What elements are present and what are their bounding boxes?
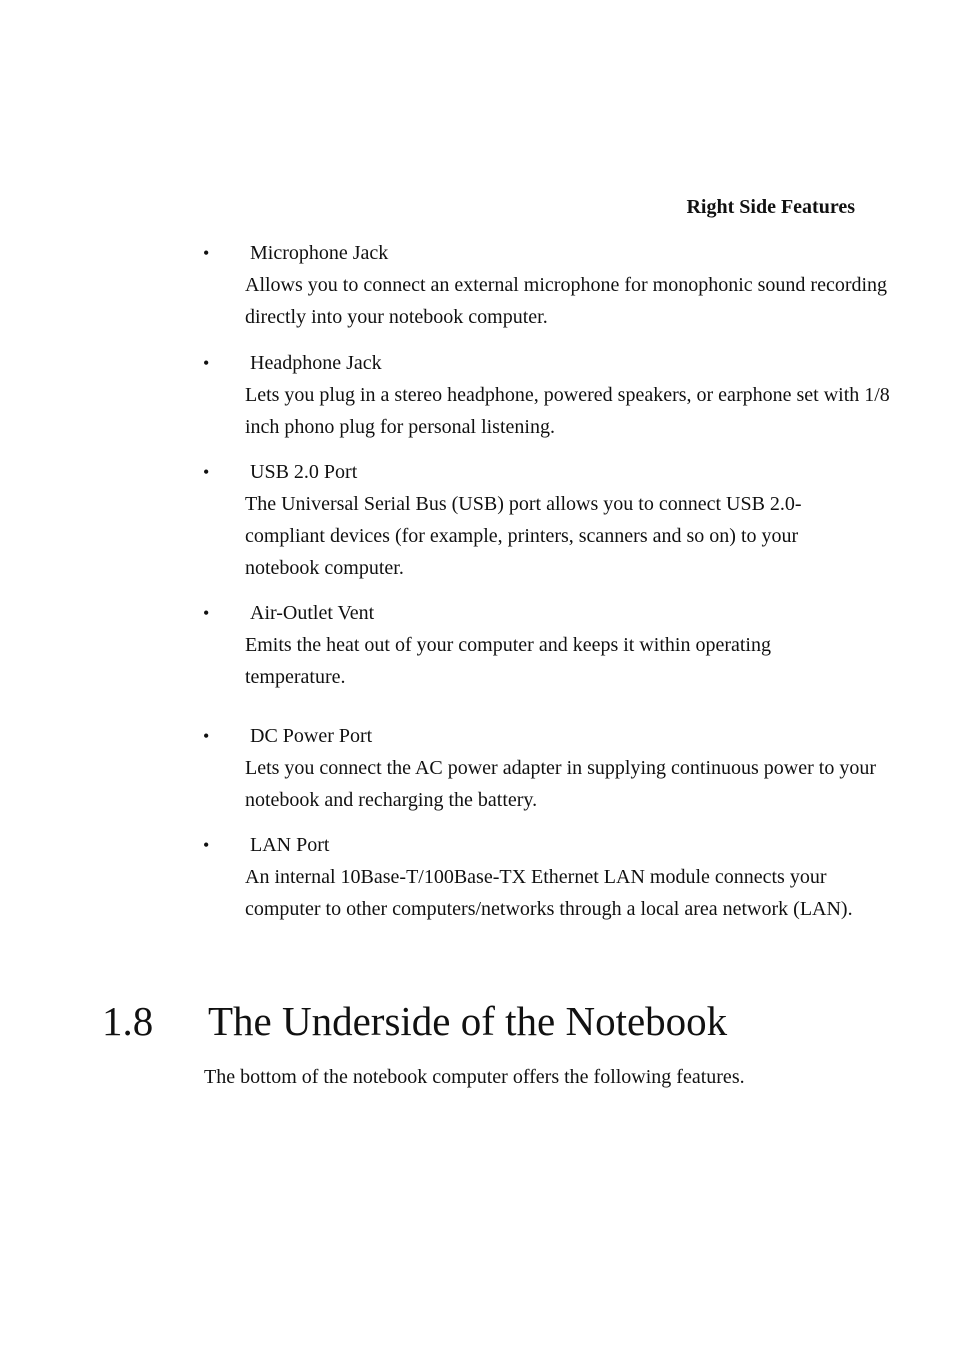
feature-title: Headphone Jack: [250, 352, 382, 374]
feature-description: Allows you to connect an external microphone for monophonic sound recording directly into your notebook computer.: [245, 274, 888, 328]
bullet: •: [203, 243, 210, 263]
running-header: Right Side Features: [686, 196, 855, 218]
bullet: •: [203, 353, 210, 373]
feature-description: Lets you connect the AC power adapter in supplying continuous power to your notebook and recharging the battery.: [245, 757, 876, 811]
feature-title: Air-Outlet Vent: [250, 602, 375, 624]
bullet: •: [203, 726, 210, 746]
feature-title: Microphone Jack: [250, 242, 389, 264]
bullet: •: [203, 462, 210, 482]
section-number: 1.8: [102, 998, 154, 1044]
bullet: •: [203, 603, 210, 623]
section-intro: The bottom of the notebook computer offers the following features.: [204, 1066, 745, 1088]
section-heading: The Underside of the Notebook: [208, 998, 728, 1044]
feature-description: Lets you plug in a stereo headphone, powered speakers, or earphone set with 1/8 inch phono plug for personal listening.: [245, 384, 890, 438]
feature-title: DC Power Port: [250, 725, 373, 747]
feature-title: USB 2.0 Port: [250, 461, 358, 483]
feature-description: An internal 10Base-T/100Base-TX Ethernet LAN module connects your computer to other computers/networks through a local area network (LAN).: [245, 866, 853, 920]
feature-description: Emits the heat out of your computer and keeps it within operating temperature.: [245, 634, 771, 688]
feature-title: LAN Port: [250, 834, 330, 856]
feature-description: The Universal Serial Bus (USB) port allows you to connect USB 2.0-compliant devices (for example, printers, scanners and so on) to your notebook computer.: [245, 493, 802, 579]
bullet: •: [203, 835, 210, 855]
